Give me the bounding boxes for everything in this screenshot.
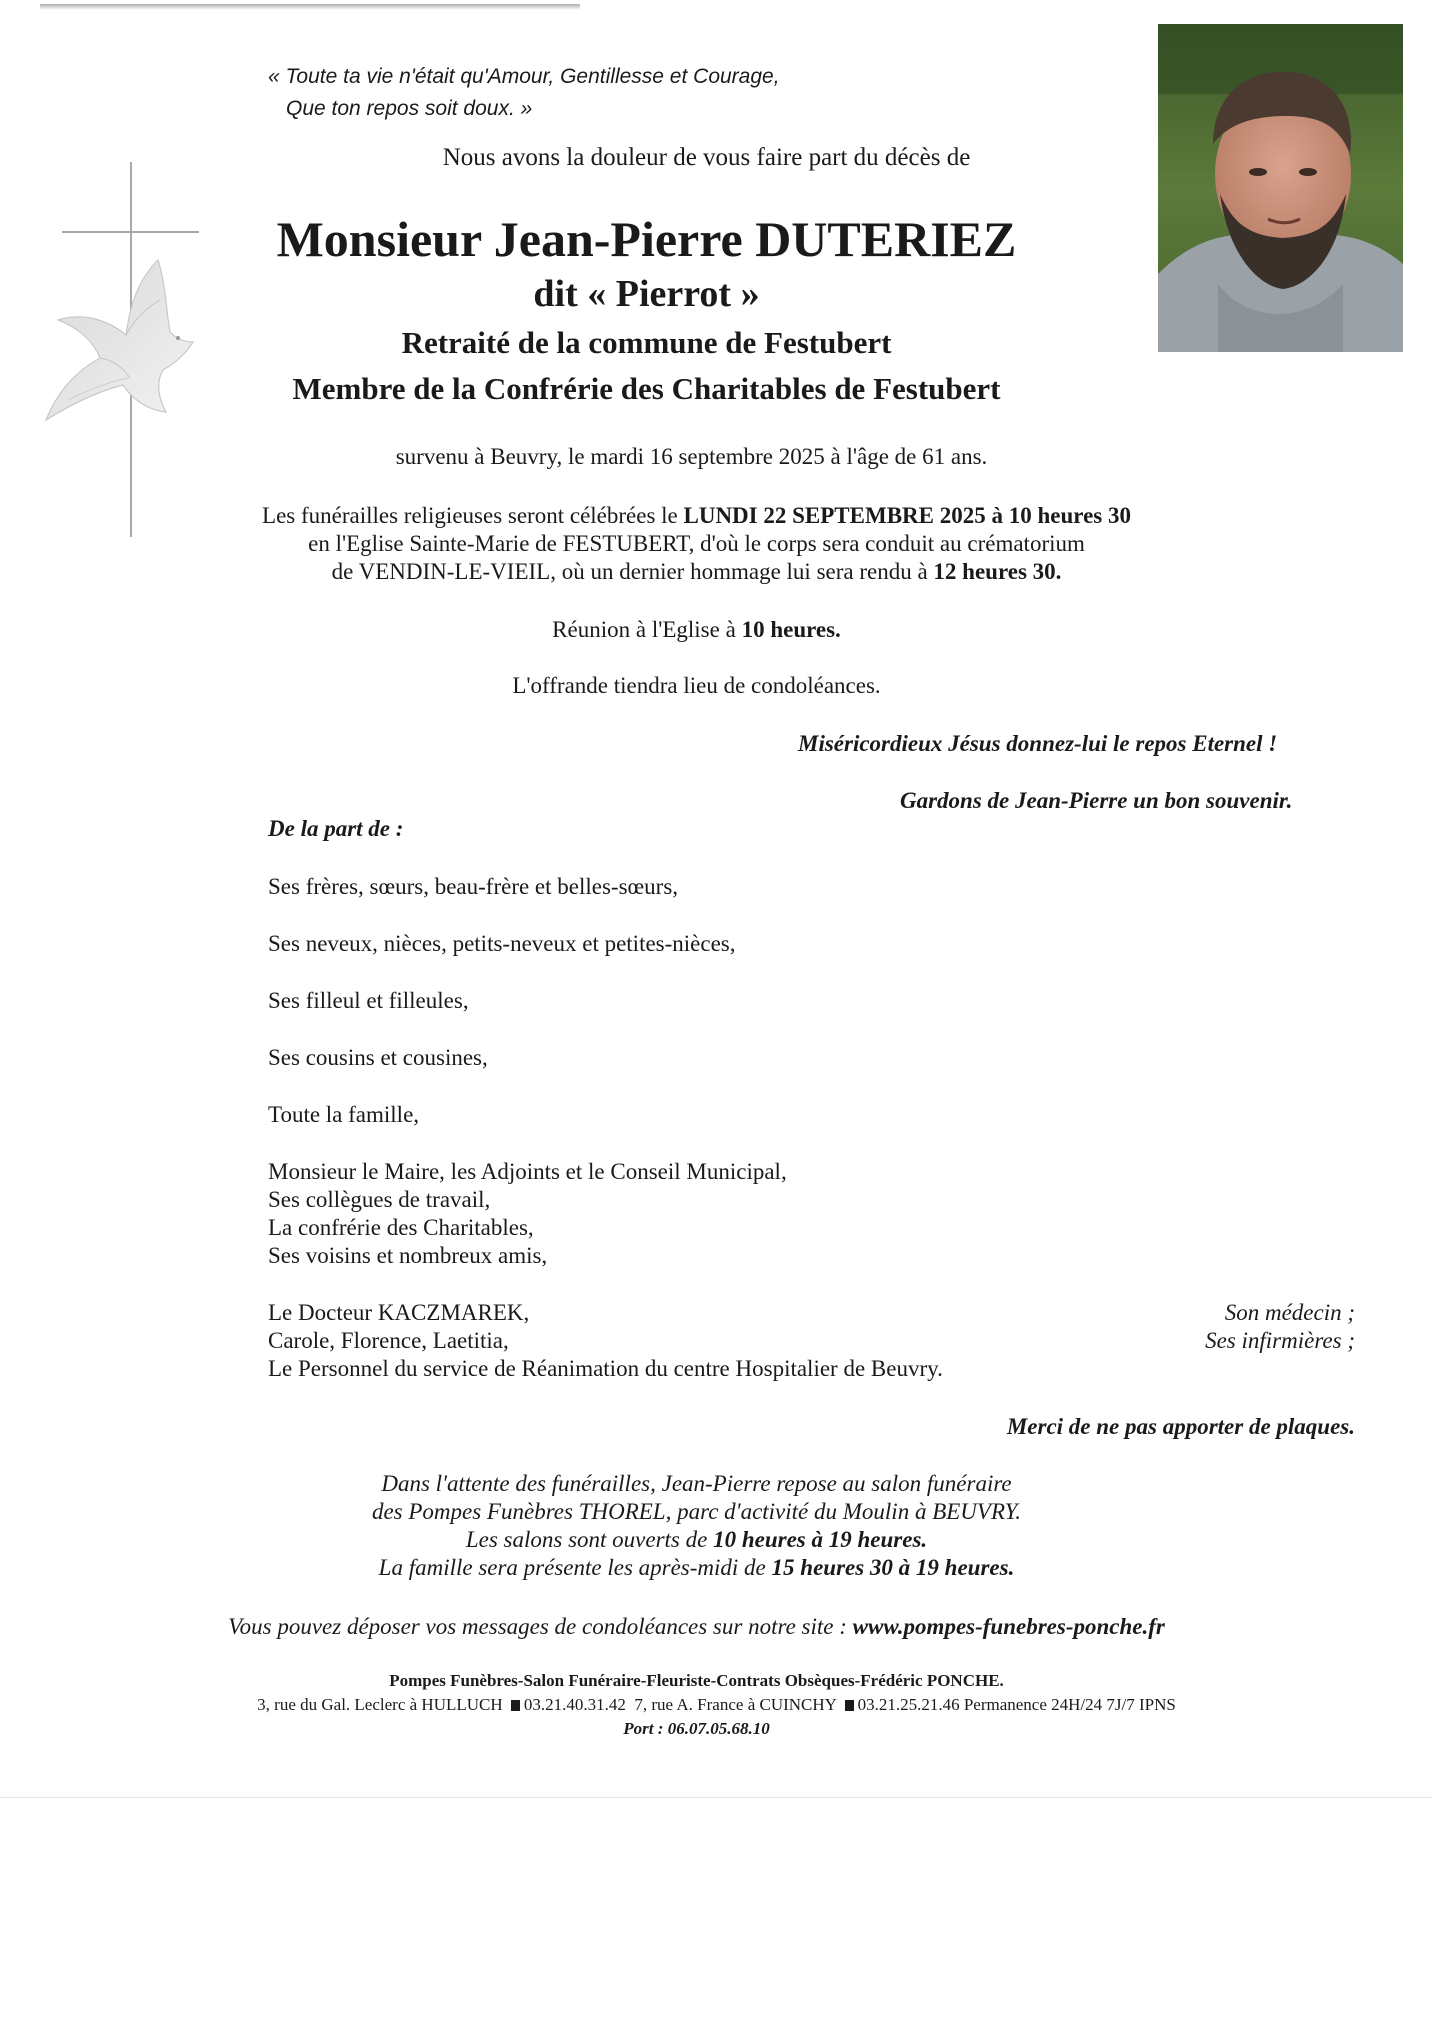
deceased-role-1: Retraité de la commune de Festubert <box>401 325 892 360</box>
announcement: Nous avons la douleur de vous faire part du décès de <box>442 144 971 171</box>
community-item: Monsieur le Maire, les Adjoints et le Conseil Municipal, <box>268 1159 787 1184</box>
footer-port-label: Port : <box>623 1719 664 1738</box>
quote-line-1: « Toute ta vie n'était qu'Amour, Gentillesse et Courage, <box>268 65 780 88</box>
medical-item: Le Personnel du service de Réanimation du centre Hospitalier de Beuvry. <box>268 1356 943 1381</box>
scan-edge-shadow <box>40 4 580 10</box>
condolences-line <box>0 1613 1413 1641</box>
family-item: Toute la famille, <box>268 1102 420 1127</box>
condolences-website-link[interactable]: www.pompes-funebres-ponche.fr <box>852 1614 1165 1639</box>
funeral-line-1 <box>0 502 1413 530</box>
condolences-text: Vous pouvez déposer vos messages de condoléances sur notre site : <box>228 1614 853 1639</box>
funeral-hommage-time: 12 heures 30. <box>933 559 1062 584</box>
quote-line-2: Que ton repos soit doux. » <box>286 97 533 120</box>
phone-icon <box>845 1700 854 1711</box>
medical-item: Carole, Florence, Laetitia, <box>268 1328 509 1353</box>
community-item: La confrérie des Charitables, <box>268 1215 534 1240</box>
footer-address-2: 7, rue A. France à CUINCHY <box>634 1695 837 1714</box>
phone-icon <box>511 1700 520 1711</box>
no-plaques-notice: Merci de ne pas apporter de plaques. <box>1006 1414 1355 1439</box>
community-item: Ses voisins et nombreux amis, <box>268 1243 548 1268</box>
footer-company: Pompes Funèbres-Salon Funéraire-Fleuriste-Contrats Obsèques-Frédéric PONCHE. <box>389 1671 1004 1690</box>
medical-item: Le Docteur KACZMAREK, <box>268 1300 530 1325</box>
funeral-hommage-text: de VENDIN-LE-VIEIL, où un dernier hommage lui sera rendu à <box>331 559 934 584</box>
reunion-time: 10 heures. <box>741 617 841 642</box>
salon-hours-text: Les salons sont ouverts de <box>465 1527 714 1552</box>
family-presence-hours: 15 heures 30 à 19 heures. <box>771 1555 1015 1580</box>
footer-port <box>0 1718 1413 1740</box>
funeral-time: 10 heures 30 <box>1008 503 1131 528</box>
family-item: Ses filleul et filleules, <box>268 988 469 1013</box>
funeral-at: à <box>985 503 1009 528</box>
footer-phone-2: 03.21.25.21.46 <box>857 1695 960 1714</box>
deceased-name: Monsieur Jean-Pierre DUTERIEZ <box>276 211 1017 267</box>
salon-line-2: des Pompes Funèbres THOREL, parc d'activité du Moulin à BEUVRY. <box>371 1499 1022 1524</box>
souvenir: Gardons de Jean-Pierre un bon souvenir. <box>900 788 1293 813</box>
family-item: Ses neveux, nièces, petits-neveux et petites-nièces, <box>268 931 736 956</box>
funeral-line-3 <box>0 558 1413 586</box>
footer-phone-1: 03.21.40.31.42 <box>523 1695 626 1714</box>
salon-line-3 <box>0 1526 1413 1554</box>
footer-port-number: 06.07.05.68.10 <box>667 1719 770 1738</box>
community-item: Ses collègues de travail, <box>268 1187 491 1212</box>
deceased-nickname: dit « Pierrot » <box>533 273 760 315</box>
salon-line-4 <box>0 1554 1413 1582</box>
medical-role: Ses infirmières ; <box>1205 1328 1355 1353</box>
prayer: Miséricordieux Jésus donnez-lui le repos Eternel ! <box>798 731 1278 756</box>
funeral-date: LUNDI 22 SEPTEMBRE 2025 <box>683 503 986 528</box>
death-details: survenu à Beuvry, le mardi 16 septembre 2025 à l'âge de 61 ans. <box>395 444 988 469</box>
salon-hours: 10 heures à 19 heures. <box>713 1527 928 1552</box>
reunion-text: Réunion à l'Eglise à <box>552 617 742 642</box>
from-label: De la part de : <box>268 816 404 841</box>
medical-role: Son médecin ; <box>1224 1300 1355 1325</box>
scan-edge-line <box>0 1797 1433 1798</box>
footer-hours: Permanence 24H/24 7J/7 IPNS <box>963 1695 1176 1714</box>
footer-address-1: 3, rue du Gal. Leclerc à HULLUCH <box>257 1695 503 1714</box>
family-item: Ses cousins et cousines, <box>268 1045 488 1070</box>
deceased-role-2: Membre de la Confrérie des Charitables de Festubert <box>292 371 1001 406</box>
family-item: Ses frères, sœurs, beau-frère et belles-sœurs, <box>268 874 679 899</box>
reunion <box>0 616 1413 644</box>
salon-line-1: Dans l'attente des funérailles, Jean-Pierre repose au salon funéraire <box>381 1471 1012 1496</box>
footer-contacts <box>0 1694 1433 1716</box>
funeral-text: Les funérailles religieuses seront célébrées le <box>262 503 684 528</box>
family-presence-text: La famille sera présente les après-midi de <box>378 1555 772 1580</box>
funeral-line-2: en l'Eglise Sainte-Marie de FESTUBERT, d'où le corps sera conduit au crématorium <box>308 531 1085 556</box>
offrande: L'offrande tiendra lieu de condoléances. <box>512 673 881 698</box>
